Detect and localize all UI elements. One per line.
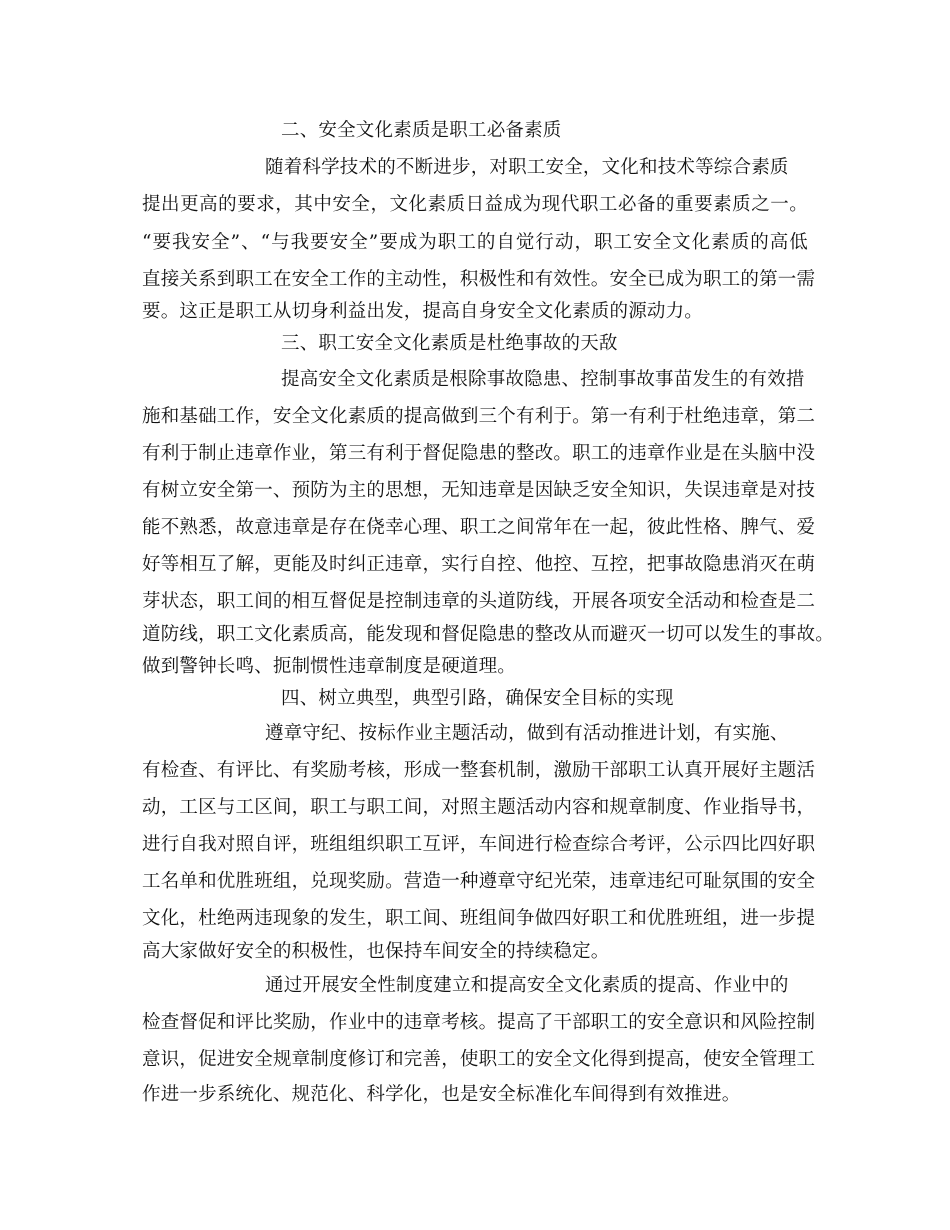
paragraph-line: 直接关系到职工在安全工作的主动性，积极性和有效性。安全已成为职工的第一需 bbox=[142, 269, 816, 290]
paragraph-line: 做到警钟长鸣、扼制惯性违章制度是硬道理。 bbox=[142, 656, 517, 677]
paragraph-line: 道防线，职工文化素质高，能发现和督促隐患的整改从而避灭一切可以发生的事故。 bbox=[142, 624, 834, 645]
section-heading: 二、安全文化素质是职工必备素质 bbox=[281, 120, 562, 141]
paragraph-line: 施和基础工作，安全文化素质的提高做到三个有利于。第一有利于杜绝违章，第二 bbox=[142, 406, 816, 427]
paragraph-line: 有利于制止违章作业，第三有利于督促隐患的整改。职工的违章作业是在头脑中没 bbox=[142, 443, 816, 464]
paragraph-line: 文化，杜绝两违现象的发生，职工间、班组间争做四好职工和优胜班组，进一步提 bbox=[142, 908, 816, 929]
paragraph-line: 通过开展安全性制度建立和提高安全文化素质的提高、作业中的 bbox=[265, 975, 789, 996]
section-heading: 四、树立典型，典型引路，确保安全目标的实现 bbox=[281, 688, 674, 709]
paragraph-line: 遵章守纪、按标作业主题活动，做到有活动推进计划，有实施、 bbox=[265, 723, 789, 744]
paragraph-line: 进行自我对照自评，班组组织职工互评，车间进行检查综合考评，公示四比四好职 bbox=[142, 834, 816, 855]
paragraph-line: 检查督促和评比奖励，作业中的违章考核。提高了干部职工的安全意识和风险控制 bbox=[142, 1012, 816, 1033]
paragraph-line: 随着科学技术的不断进步，对职工安全，文化和技术等综合素质 bbox=[265, 157, 789, 178]
paragraph-line: 提高安全文化素质是根除事故隐患、控制事故事苗发生的有效措 bbox=[281, 369, 805, 390]
paragraph-line: 高大家做好安全的积极性，也保持车间安全的持续稳定。 bbox=[142, 941, 610, 962]
paragraph-line: 意识，促进安全规章制度修订和完善，使职工的安全文化得到提高，使安全管理工 bbox=[142, 1049, 816, 1070]
paragraph-line: 提出更高的要求，其中安全，文化素质日益成为现代职工必备的重要素质之一。 bbox=[142, 194, 808, 215]
paragraph-line: 动，工区与工区间，职工与职工间，对照主题活动内容和规章制度、作业指导书， bbox=[142, 797, 816, 818]
paragraph-line: 工名单和优胜班组，兑现奖励。营造一种遵章守纪光荣，违章违纪可耻氛围的安全 bbox=[142, 871, 816, 892]
paragraph-line: 好等相互了解，更能及时纠正违章，实行自控、他控、互控，把事故隐患消灭在萌 bbox=[142, 554, 816, 575]
paragraph-line: 能不熟悉，故意违章是存在侥幸心理、职工之间常年在一起，彼此性格、脾气、爱 bbox=[142, 517, 816, 538]
paragraph-line: 有树立安全第一、预防为主的思想，无知违章是因缺乏安全知识，失误违章是对技 bbox=[142, 480, 816, 501]
paragraph-line: 芽状态，职工间的相互督促是控制违章的头道防线，开展各项安全活动和检查是二 bbox=[142, 591, 816, 612]
paragraph-line: 要。这正是职工从切身利益出发，提高自身安全文化素质的源动力。 bbox=[142, 301, 704, 322]
paragraph-line: “要我安全”、“与我要安全”要成为职工的自觉行动，职工安全文化素质的高低 bbox=[142, 232, 808, 253]
section-heading: 三、职工安全文化素质是杜绝事故的天敌 bbox=[281, 333, 618, 354]
paragraph-line: 有检查、有评比、有奖励考核，形成一整套机制，激励干部职工认真开展好主题活 bbox=[142, 760, 816, 781]
paragraph-line: 作进一步系统化、规范化、科学化，也是安全标准化车间得到有效推进。 bbox=[142, 1084, 741, 1105]
